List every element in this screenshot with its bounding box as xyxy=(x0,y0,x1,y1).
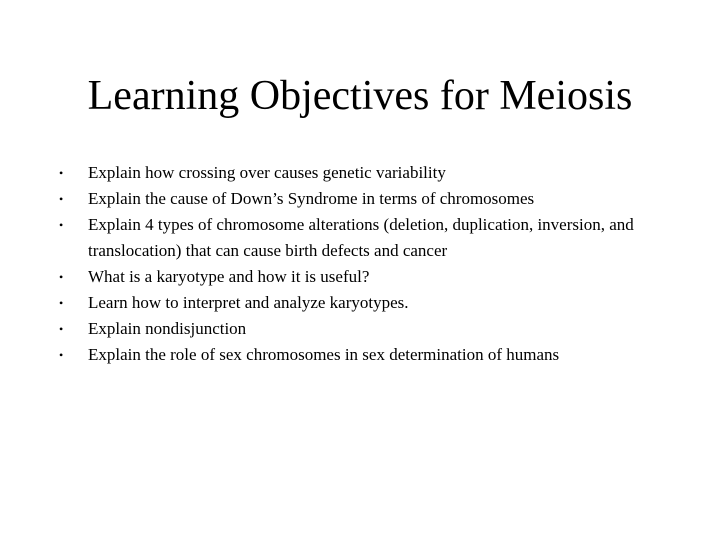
bullet-icon: • xyxy=(59,192,64,206)
bullet-icon: • xyxy=(59,296,64,310)
objective-text: What is a karyotype and how it is useful? xyxy=(88,267,370,286)
objective-text: Learn how to interpret and analyze karyotypes. xyxy=(88,293,409,312)
list-item xyxy=(0,290,720,316)
bullet-icon: • xyxy=(59,166,64,180)
list-item xyxy=(0,264,720,290)
list-item xyxy=(0,160,720,186)
objectives-list xyxy=(0,160,720,368)
objective-text: Explain nondisjunction xyxy=(88,319,247,338)
list-item xyxy=(0,342,720,368)
objective-text: Explain the role of sex chromosomes in sex determination of humans xyxy=(88,345,560,364)
objective-text: Explain 4 types of chromosome alterations (deletion, duplication, inversion, and translocation) that can cause birth defects and cancer xyxy=(88,215,634,260)
list-item xyxy=(0,212,720,264)
bullet-icon: • xyxy=(59,322,64,336)
objective-text: Explain the cause of Down’s Syndrome in terms of chromosomes xyxy=(88,189,535,208)
list-item xyxy=(0,316,720,342)
list-item xyxy=(0,186,720,212)
bullet-icon: • xyxy=(59,270,64,284)
slide-title: Learning Objectives for Meiosis xyxy=(87,73,633,119)
objective-text: Explain how crossing over causes genetic variability xyxy=(88,163,446,182)
bullet-icon: • xyxy=(59,218,64,232)
bullet-icon: • xyxy=(59,348,64,362)
